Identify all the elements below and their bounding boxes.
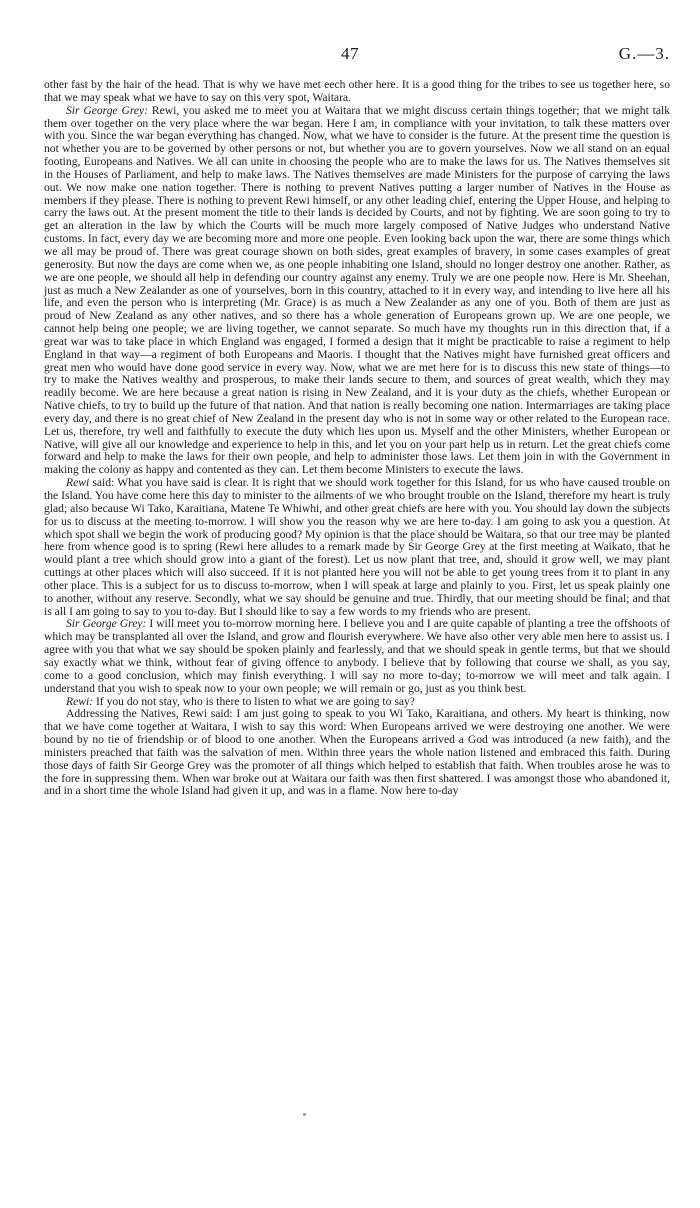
paragraph-grey-2	[44, 618, 670, 695]
paragraph-text: I will meet you to-morrow morning here. I believe you and I are quite capable of planting a tree the offshoots of which may be transplanted all over the Island, and grow and flourish everywhere. We have also other very able men here to assist us. I agree with you that what we say should be spoken plainly and fearlessly, and that we should speak in gentle terms, but that we should say exactly what we think, without fear of giving offence to anybody. I believe that by following that course we shall, as you say, come to a good conclusion, which may finish everything. I will say no more to-day; to-morrow we will meet and talk again. I understand that you wish to speak now to your own people; we will remain or go, just as you think best.	[44, 617, 670, 695]
document-reference: G.—3.	[618, 44, 670, 63]
paragraph-address-natives	[44, 708, 670, 798]
paragraph-rewi-1	[44, 477, 670, 618]
page-number: 47	[341, 44, 359, 63]
page-header	[0, 44, 700, 66]
speaker-name: Rewi	[66, 476, 90, 490]
paragraph-text: other fast by the hair of the head. That is why we have met eech other here. It is a good thing for the tribes to see us together here, so that we may speak what we have to say on this very spot, Waitara.	[44, 78, 670, 104]
speaker-name: Sir George Grey:	[66, 617, 147, 631]
paragraph-text: Rewi, you asked me to meet you at Waitara that we might discuss certain things together; that we might talk them over together on the very place where the war began. Here I am, in compliance with your invitation, to talk these matters over with you. Since the war began everything has changed. Now, what we have to consider is the future. At the present time the question is not whether you are to be governed by other persons or not, but whether you are to govern yourselves. Now we all stand on an equal footing, Europeans and Natives. We all can unite in choosing the people who are to make the laws for us. The Natives themselves sit in the Houses of Parliament, and help to make laws. The Natives themselves are made Ministers for the purpose of carrying the laws out. We now make one nation together. There is nothing to prevent Natives putting a larger number of Natives in the House as members if they please. There is nothing to prevent Rewi himself, or any other leading chief, entering the Upper House, and helping to carry the laws out. At the present moment the title to their lands is decided by Courts, and not by fighting. We are soon going to try to get an alteration in the law by which the Courts will be much more largely composed of Native Judges who understand Native customs. In fact, every day we are becoming more and more one people. Even looking back upon the war, there are some things which we all may be proud of. There was great courage shown on both sides, great examples of bravery, in some cases examples of great generosity. But now the days are come when we, as one people inhabiting one Island, should no longer destroy one another. Rather, as we are one people, we should all help in defending our country against any enemy. Truly we are one people now. Here is Mr. Sheehan, just as much a New Zealander as one of yourselves, born in this country, attached to it in every way, and intending to live here all his life, and even the person who is interpreting (Mr. Grace) is as much a New Zealander as any one of you. Both of them are just as proud of New Zealand as any other natives, and so there has a whole generation of Europeans grown up. We are one people, we cannot help being one people; we are living together, we cannot separate. So much have my thoughts run in this direction that, if a great war was to take place in which England was engaged, I formed a design that it might be practicable to raise a regiment to help England in that way—a regiment of both Europeans and Maoris. I thought that the Natives might have furnished great officers and great men who would have done good service in every way. Now, what we are met here for is to discuss this new state of things—to try to make the Natives wealthy and prosperous, to make their lands secure to them, and sources of great wealth, which they may readily become. We are here because a great nation is rising in New Zealand, and it is your duty as the chiefs, whether European or Native chiefs, to try to build up the future of that nation. And that nation is really becoming one nation. Intermarriages are taking place every day, and there is no great chief of New Zealand in the present day who is not in some way or other related to the European race. Let us, therefore, try well and faithfully to execute the duty which lies upon us. Myself and the other Ministers, whether European or Native, will give all our knowledge and experience to help in this, and let you on your part help us in return. Let the great chiefs come forward and help to make the laws for their own people, and help to administer those laws. Let them join in with the Government in making the colony as happy and contented as they can. Let them become Ministers to execute the laws.	[44, 103, 670, 477]
body-text	[44, 79, 670, 798]
paragraph-continuation	[44, 79, 670, 105]
paragraph-text: Addressing the Natives, Rewi said: I am just going to speak to you Wi Tako, Karaitiana, and others. My heart is thinking, now that we have come together at Waitara, I wish to say this word: When Europeans arrived we were destroying one another. We were bound by no tie of friendship or of blood to one another. When the Europeans arrived a God was introduced (a new faith), and the ministers preached that faith was the salvation of men. Within three years the whole nation listened and embraced this faith. During those days of faith Sir George Grey was the promoter of all things which helped to establish that faith. When troubles arose he was to the fore in suppressing them. When war broke out at Waitara our faith was then first shattered. I was amongst those who abandoned it, and in a short time the whole Island had given it up, and was in a flame. Now here to-day	[44, 707, 670, 798]
paragraph-grey-1	[44, 105, 670, 477]
speaker-name: Sir George Grey:	[66, 103, 149, 117]
print-speck	[303, 1113, 306, 1116]
paragraph-text: If you do not stay, who is there to listen to what we are going to say?	[93, 694, 415, 708]
speaker-name: Rewi:	[66, 694, 94, 708]
paragraph-text: said: What you have said is clear. It is right that we should work together for this Island, for us who have caused trouble on the Island. You have come here this day to minister to the ailments of we who brought trouble on the Island, therefore my heart is truly glad; also because Wi Tako, Karaitiana, Matene Te Whiwhi, and other great chiefs are here with you. You should lay down the subjects for us to discuss at the meeting to-morrow. I will show you the reason why we are here to-day. I am going to ask you a question. At which spot shall we begin the work of producing good? My opinion is that the place should be Waitara, so that our tree may be planted here from whence good is to spring (Rewi here alludes to a remark made by Sir George Grey at the first meeting at Waikato, that he would plant a tree which should grow into a giant of the forest). Let us now plant that tree, and, should it grow well, we may plant cuttings at other places which will also succeed. If it is not planted here you will not be able to get young trees from it to plant in any other place. This is a subject for us to discuss to-morrow, when I will speak at large and plainly to you. First, let us speak plainly one to another, without any reserve. Secondly, what we say should be genuine and true. Thirdly, that our meeting should be final; and that is all I am going to say to you to-day. But I should like to say a few words to my friends who are present.	[44, 476, 670, 618]
